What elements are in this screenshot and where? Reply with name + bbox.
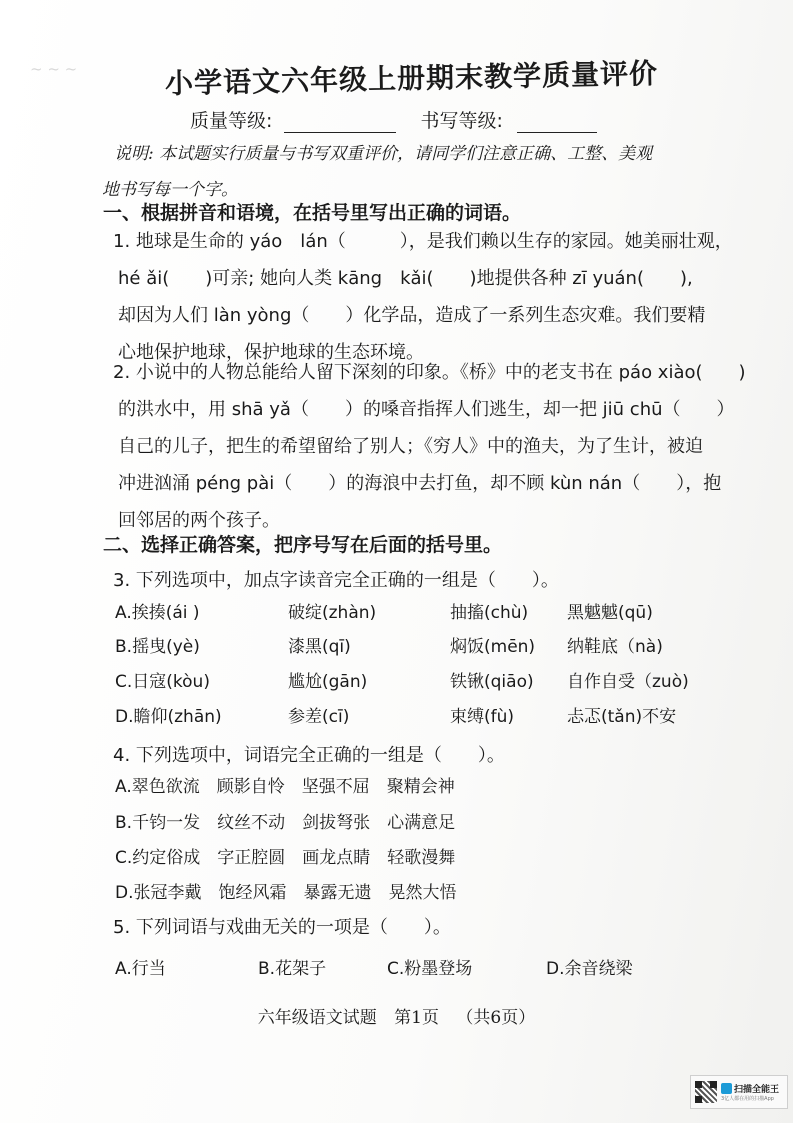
qr-code-icon — [695, 1081, 717, 1103]
bleed-through-text: ~ ~ ~ — [30, 60, 78, 78]
q1-line-1: 1. 地球是生命的 yáo lán（ ），是我们赖以生存的家园。她美丽壮观， — [113, 231, 733, 252]
q1-line-3: 却因为人们 làn yòng（ ）化学品，造成了一系列生态灾难。我们要精 — [118, 305, 706, 326]
watermark-subtitle: 3亿人都在用的扫描App — [721, 1096, 774, 1102]
q1-line-2: hé ǎi( )可亲; 她向人类 kāng kǎi( )地提供各种 zī yuán( ), — [118, 268, 693, 289]
q3-option-b-4: 纳鞋底（nà) — [567, 637, 663, 657]
q3-option-a-4: 黑魆魆(qū) — [567, 603, 653, 623]
grade-fields — [190, 106, 597, 133]
q3-option-d-1: D.瞻仰(zhān) — [115, 707, 222, 727]
q3-option-c-3: 铁锹(qiāo) — [450, 672, 534, 692]
q2-line-3: 自己的儿子，把生的希望留给了别人；《穷人》中的渔夫，为了生计，被迫 — [118, 436, 703, 457]
question-1 — [113, 223, 733, 371]
watermark-text — [721, 1082, 779, 1102]
q3-option-c-1: C.日寇(kòu) — [115, 672, 210, 692]
q5-option-d: D.余音绕梁 — [546, 959, 633, 979]
q5-option-a: A.行当 — [115, 959, 166, 979]
q3-option-c-4: 自作自受（zuò) — [567, 672, 689, 692]
question-3-stem: 3. 下列选项中，加点字读音完全正确的一组是（ ）。 — [113, 570, 559, 591]
footer-page: 第1页 — [394, 1008, 439, 1028]
q3-option-a-3: 抽搐(chù) — [450, 603, 529, 623]
section-1-heading: 一、根据拼音和语境，在括号里写出正确的词语。 — [103, 202, 522, 224]
note-line-2: 地书写每一个字。 — [102, 180, 238, 200]
q4-option-a: A.翠色欲流 顾影自怜 坚强不屈 聚精会神 — [115, 777, 455, 797]
writing-grade-blank[interactable] — [517, 114, 597, 133]
q5-option-b: B.花架子 — [258, 959, 327, 979]
q3-option-d-3: 束缚(fù) — [450, 707, 515, 727]
q4-option-b: B.千钧一发 纹丝不动 剑拔弩张 心满意足 — [115, 813, 456, 833]
question-4-stem: 4. 下列选项中，词语完全正确的一组是（ ）。 — [113, 745, 505, 766]
q3-option-d-4: 忐忑(tǎn)不安 — [567, 707, 677, 727]
footer-subject: 六年级语文试题 — [257, 1008, 377, 1028]
quality-grade-blank[interactable] — [284, 114, 396, 133]
page-footer — [0, 1003, 793, 1028]
question-5-stem: 5. 下列词语与戏曲无关的一项是（ ）。 — [113, 917, 451, 938]
q3-option-c-2: 尴尬(gān) — [288, 672, 368, 692]
section-2-heading: 二、选择正确答案，把序号写在后面的括号里。 — [103, 534, 503, 556]
page-title: 小学语文六年级上册期末教学质量评价 — [164, 56, 659, 101]
q2-line-5: 回邻居的两个孩子。 — [118, 510, 280, 531]
q2-line-2: 的洪水中，用 shā yǎ（ ）的嗓音指挥人们逃生，却一把 jiū chū（ ） — [118, 399, 735, 420]
q1-line-4: 心地保护地球，保护地球的生态环境。 — [118, 342, 424, 363]
watermark-name: 扫描全能王 — [734, 1085, 780, 1095]
q2-line-4: 冲进汹涌 péng pài（ ）的海浪中去打鱼，却不顾 kùn nán（ ），抱 — [118, 473, 722, 494]
q3-option-b-1: B.摇曳(yè) — [115, 637, 200, 657]
footer-total: （共6页） — [456, 1008, 536, 1028]
q3-option-b-2: 漆黑(qī) — [288, 637, 351, 657]
q3-option-d-2: 参差(cī) — [288, 707, 350, 727]
q2-line-1: 2. 小说中的人物总能给人留下深刻的印象。《桥》中的老支书在 páo xiào( ) — [113, 362, 746, 383]
note-line-1: 说明: 本试题实行质量与书写双重评价，请同学们注意正确、工整、美观 — [114, 144, 653, 164]
quality-grade-label: 质量等级: — [190, 110, 273, 132]
question-2 — [113, 354, 746, 539]
q4-option-d: D.张冠李戴 饱经风霜 暴露无遗 晃然大悟 — [115, 883, 457, 903]
q4-option-c: C.约定俗成 字正腔圆 画龙点睛 轻歌漫舞 — [115, 848, 456, 868]
camscanner-logo-icon — [721, 1083, 732, 1094]
scanner-watermark — [690, 1075, 788, 1109]
q3-option-b-3: 焖饭(mēn) — [450, 637, 536, 657]
q3-option-a-1: A.挨揍(ái ) — [115, 603, 200, 623]
writing-grade-label: 书写等级: — [420, 110, 503, 132]
q5-option-c: C.粉墨登场 — [387, 959, 473, 979]
q3-option-a-2: 破绽(zhàn) — [288, 603, 377, 623]
